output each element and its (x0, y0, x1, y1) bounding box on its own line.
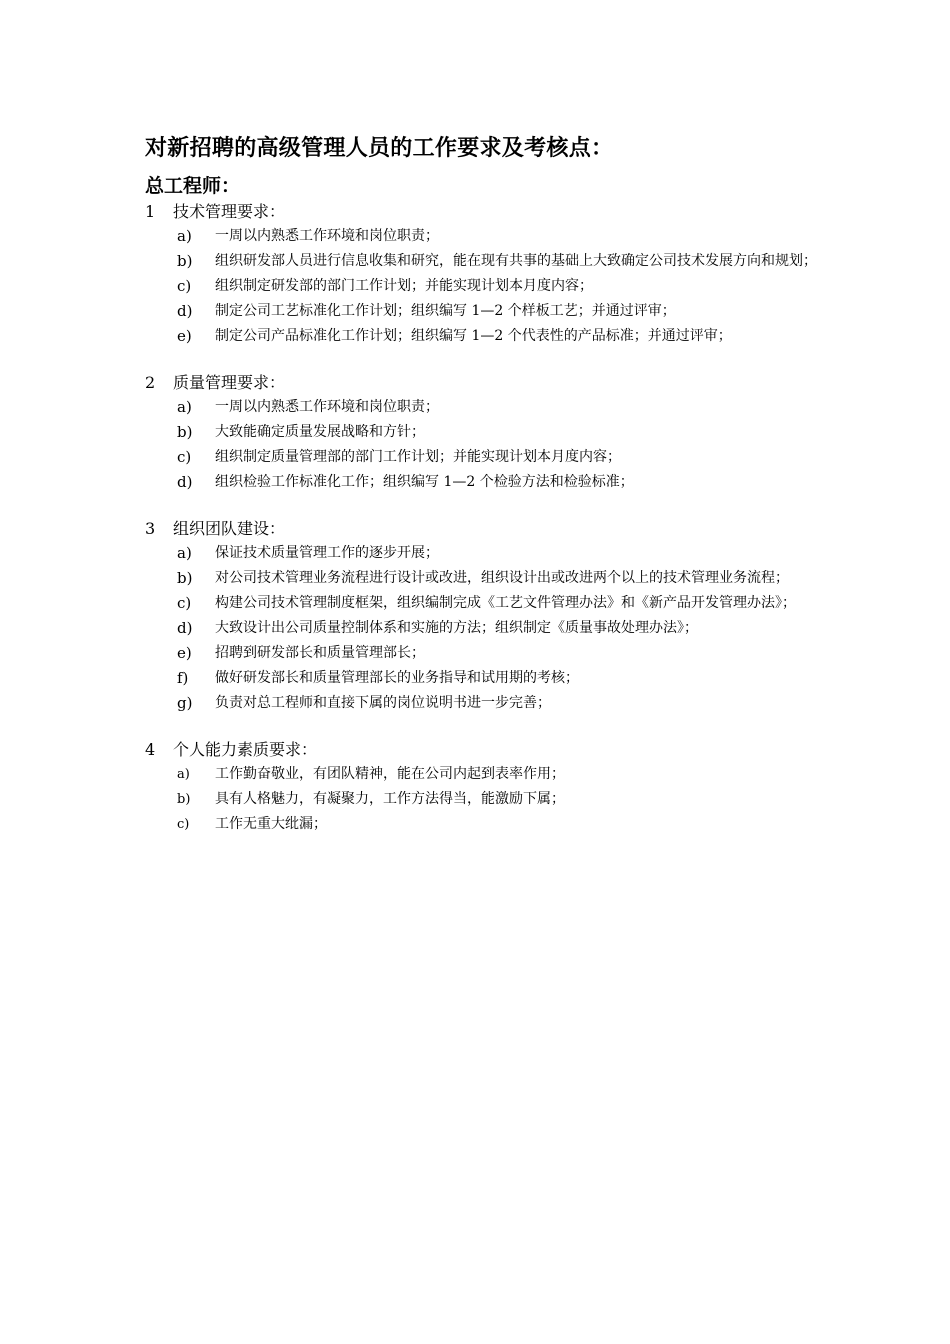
list-item (145, 445, 825, 470)
list-item (145, 249, 825, 274)
list-item (145, 641, 825, 666)
item-label: a) (177, 544, 192, 562)
section-heading-text: 质量管理要求： (173, 373, 286, 392)
item-label: b) (177, 252, 193, 270)
item-text: 组织研发部人员进行信息收集和研究，能在现有共事的基础上大致确定公司技术发展方向和规划； (215, 253, 817, 269)
section-heading (145, 370, 825, 395)
document-body (145, 199, 825, 837)
item-text: 制定公司工艺标准化工作计划；组织编写 1—2 个样板工艺；并通过评审； (215, 303, 676, 319)
item-label: a) (177, 767, 190, 782)
item-text: 招聘到研发部长和质量管理部长； (215, 645, 425, 661)
item-label: a) (177, 398, 192, 416)
item-text: 工作勤奋敬业，有团队精神，能在公司内起到表率作用； (215, 766, 565, 782)
section-heading (145, 199, 825, 224)
section-heading-text: 技术管理要求： (173, 202, 286, 221)
item-text: 大致能确定质量发展战略和方针； (215, 424, 425, 440)
item-text: 大致设计出公司质量控制体系和实施的方法；组织制定《质量事故处理办法》； (215, 620, 698, 636)
item-text: 具有人格魅力，有凝聚力，工作方法得当，能激励下属； (215, 791, 565, 807)
list-item (145, 274, 825, 299)
document-title: 对新招聘的高级管理人员的工作要求及考核点： (145, 136, 614, 161)
list-item (145, 566, 825, 591)
section-number: 4 (145, 740, 156, 759)
section-heading-text: 组织团队建设： (173, 519, 286, 538)
requirement-list (145, 224, 825, 349)
list-item (145, 224, 825, 249)
requirement-list (145, 541, 825, 716)
document-subtitle: 总工程师： (145, 175, 241, 197)
item-label: b) (177, 423, 193, 441)
list-item (145, 420, 825, 445)
item-text: 对公司技术管理业务流程进行设计或改进，组织设计出或改进两个以上的技术管理业务流程； (215, 570, 789, 586)
item-label: c) (177, 594, 192, 612)
item-label: d) (177, 473, 193, 491)
list-item (145, 541, 825, 566)
item-label: c) (177, 448, 192, 466)
section-personal-competence (145, 737, 825, 837)
section-number: 2 (145, 373, 156, 392)
list-item (145, 812, 825, 837)
item-text: 制定公司产品标准化工作计划；组织编写 1—2 个代表性的产品标准；并通过评审； (215, 328, 732, 344)
list-item (145, 691, 825, 716)
list-item (145, 591, 825, 616)
item-text: 组织制定研发部的部门工作计划；并能实现计划本月度内容； (215, 278, 593, 294)
section-number: 3 (145, 519, 156, 538)
item-label: g) (177, 694, 193, 712)
item-label: a) (177, 227, 192, 245)
list-item (145, 395, 825, 420)
item-text: 做好研发部长和质量管理部长的业务指导和试用期的考核； (215, 670, 579, 686)
section-heading (145, 516, 825, 541)
section-heading-text: 个人能力素质要求： (173, 740, 318, 759)
list-item (145, 470, 825, 495)
item-text: 组织制定质量管理部的部门工作计划；并能实现计划本月度内容； (215, 449, 621, 465)
requirement-list (145, 395, 825, 495)
section-technical-management (145, 199, 825, 349)
section-heading (145, 737, 825, 762)
list-item (145, 324, 825, 349)
list-item (145, 787, 825, 812)
item-label: b) (177, 569, 193, 587)
item-text: 组织检验工作标准化工作；组织编写 1—2 个检验方法和检验标准； (215, 474, 634, 490)
item-label: d) (177, 302, 193, 320)
item-text: 工作无重大纰漏； (215, 816, 327, 832)
item-label: d) (177, 619, 193, 637)
requirement-list (145, 762, 825, 837)
section-number: 1 (145, 202, 156, 221)
item-text: 构建公司技术管理制度框架，组织编制完成《工艺文件管理办法》和《新产品开发管理办法》； (215, 595, 796, 611)
item-label: b) (177, 792, 191, 807)
item-text: 负责对总工程师和直接下属的岗位说明书进一步完善； (215, 695, 551, 711)
section-team-building (145, 516, 825, 716)
item-label: f) (177, 669, 189, 687)
list-item (145, 616, 825, 641)
list-item (145, 762, 825, 787)
item-label: c) (177, 277, 192, 295)
item-text: 一周以内熟悉工作环境和岗位职责； (215, 399, 439, 415)
item-label: c) (177, 817, 190, 832)
item-text: 保证技术质量管理工作的逐步开展； (215, 545, 439, 561)
item-text: 一周以内熟悉工作环境和岗位职责； (215, 228, 439, 244)
list-item (145, 299, 825, 324)
list-item (145, 666, 825, 691)
item-label: e) (177, 644, 192, 662)
item-label: e) (177, 327, 192, 345)
section-quality-management (145, 370, 825, 495)
